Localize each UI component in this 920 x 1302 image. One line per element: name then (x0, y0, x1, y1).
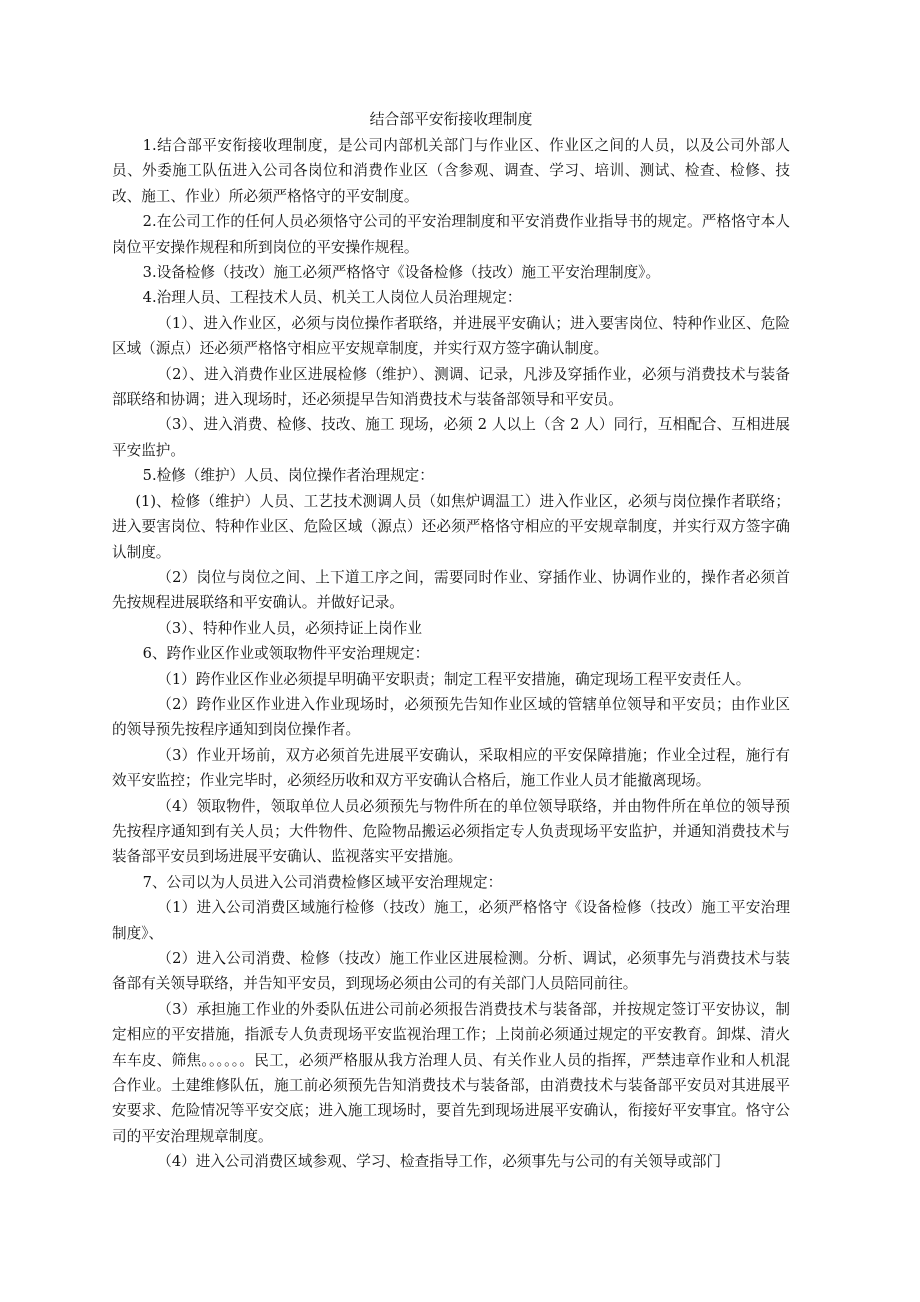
paragraph-6: 6、跨作业区作业或领取物件平安治理规定： (142, 645, 430, 663)
paragraph-7-3: （3）承担施工作业的外委队伍进公司前必须报告消费技术与装备部，并按规定签订平安协议，制定相应的平安措施，指派专人负责现场平安监视治理工作；上岗前必须通过规定的平安教育。卸煤、清火车车皮、筛焦。。。。。。民工，必须严格服从我方治理人员、有关作业人员的指挥，严禁违章作业和人机混合作业。土建维修队伍，施工前必须预先告知消费技术与装备部，由消费技术与装备部平安员对其进展平安要求、危险情况等平安交底；进入施工现场时，要首先到现场进展平安确认，衔接好平安事宜。恪守公司的平安治理规章制度。 (112, 1000, 790, 1145)
paragraph-2: 2.在公司工作的任何人员必须恪守公司的平安治理制度和平安消费作业指导书的规定。严格恪守本人岗位平安操作规程和所到岗位的平安操作规程。 (112, 213, 790, 256)
document-page (112, 108, 790, 1175)
paragraph-5-2: （2）岗位与岗位之间、上下道工序之间，需要同时作业、穿插作业、协调作业的，操作者必须首先按规程进展联络和平安确认。并做好记录。 (112, 568, 790, 612)
paragraph-7-1: （1）进入公司消费区域施行检修（技改）施工，必须严格恪守《设备检修（技改）施工平安治理制度》、 (112, 899, 790, 942)
paragraph-5: 5.检修（维护）人员、岗位操作者治理规定： (142, 467, 434, 485)
paragraph-1: 1.结合部平安衔接收理制度，是公司内部机关部门与作业区、作业区之间的人员，以及公司外部人员、外委施工队伍进入公司各岗位和消费作业区（含参观、调查、学习、培训、测试、检查、检修、技改、施工、作业）所必须严格恪守的平安制度。 (112, 137, 790, 205)
paragraph-4-2: （2）、进入消费作业区进展检修（维护）、测调、记录，凡涉及穿插作业，必须与消费技术与装备部联络和协调；进入现场时，还必须提早告知消费技术与装备部领导和平安员。 (112, 365, 790, 409)
paragraph-6-3: （3）作业开场前，双方必须首先进展平安确认，采取相应的平安保障措施；作业全过程，施行有效平安监控；作业完毕时，必须经历收和双方平安确认合格后，施工作业人员才能撤离现场。 (112, 746, 790, 790)
document-title: 结合部平安衔接收理制度 (369, 111, 533, 128)
paragraph-4-1: （1）、进入作业区，必须与岗位操作者联络，并进展平安确认；进入要害岗位、特种作业区、危险区域（源点）还必须严格恪守相应平安规章制度，并实行双方签字确认制度。 (112, 314, 790, 358)
paragraph-3: 3.设备检修（技改）施工必须严格恪守《设备检修（技改）施工平安治理制度》。 (142, 264, 661, 282)
paragraph-6-2: （2）跨作业区作业进入作业现场时，必须预先告知作业区域的管辖单位领导和平安员；由作业区的领导预先按程序通知到岗位操作者。 (112, 695, 790, 739)
paragraph-6-4: （4）领取物件，领取单位人员必须预先与物件所在的单位领导联络，并由物件所在单位的领导预先按程序通知到有关人员；大件物件、危险物品搬运必须指定专人负责现场平安监护，并通知消费技术与装备部平安员到场进展平安确认、监视落实平安措施。 (112, 797, 790, 866)
paragraph-5-1: (1)、检修（维护）人员、工艺技术测调人员（如焦炉调温工）进入作业区，必须与岗位操作者联络；进入要害岗位、特种作业区、危险区域（源点）还必须严格恪守相应的平安规章制度，并实行双方签字确认制度。 (112, 492, 790, 561)
paragraph-6-1: （1）跨作业区作业必须提早明确平安职责；制定工程平安措施，确定现场工程平安责任人。 (157, 670, 751, 688)
paragraph-7: 7、公司以为人员进入公司消费检修区域平安治理规定： (142, 873, 503, 891)
paragraph-7-4: （4）进入公司消费区域参观、学习、检查指导工作，必须事先与公司的有关领导或部门 (157, 1153, 722, 1171)
paragraph-4: 4.治理人员、工程技术人员、机关工人岗位人员治理规定： (142, 289, 522, 307)
paragraph-5-3: （3）、特种作业人员，必须持证上岗作业 (157, 619, 422, 637)
paragraph-4-3: （3）、进入消费、检修、技改、施工 现场，必须 2 人以上（含 2 人）同行，互相配合、互相进展平安监护。 (112, 416, 790, 459)
paragraph-7-2: （2）进入公司消费、检修（技改）施工作业区进展检测。分析、调试，必须事先与消费技术与装备部有关领导联络，并告知平安员，到现场必须由公司的有关部门人员陪同前往。 (112, 950, 790, 993)
